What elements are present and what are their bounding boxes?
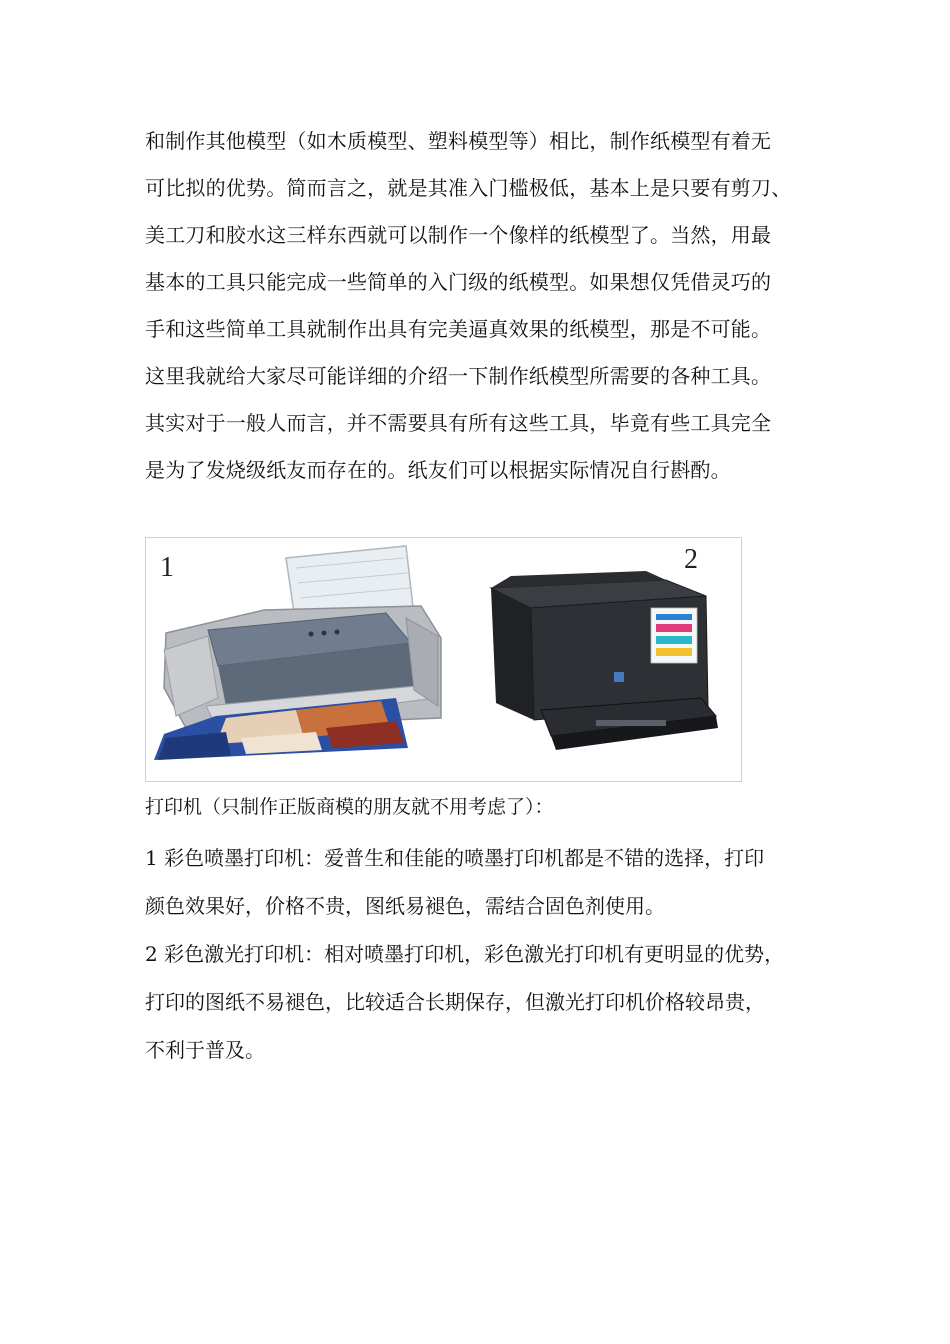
figure-label-2: 2 <box>684 544 698 575</box>
laser-printer-image <box>491 571 718 750</box>
intro-line: 可比拟的优势。简而言之，就是其准入门槛极低，基本上是只要有剪刀、 <box>145 176 792 200</box>
intro-line: 和制作其他模型（如木质模型、塑料模型等）相比，制作纸模型有着无 <box>145 129 772 153</box>
item2-line: 打印的图纸不易褪色，比较适合长期保存，但激光打印机价格较昂贵， <box>145 990 765 1014</box>
item1-line: 颜色效果好，价格不贵，图纸易褪色，需结合固色剂使用。 <box>145 894 665 918</box>
intro-line: 基本的工具只能完成一些简单的入门级的纸模型。如果想仅凭借灵巧的 <box>145 270 772 294</box>
item2-line: 2 彩色激光打印机：相对喷墨打印机，彩色激光打印机有更明显的优势， <box>145 942 785 966</box>
intro-paragraph <box>145 118 810 494</box>
intro-line: 是为了发烧级纸友而存在的。纸友们可以根据实际情况自行斟酌。 <box>145 458 731 482</box>
printers-figure <box>145 537 742 782</box>
intro-line: 这里我就给大家尽可能详细的介绍一下制作纸模型所需要的各种工具。 <box>145 364 772 388</box>
item2-line: 不利于普及。 <box>145 1038 265 1062</box>
intro-line: 美工刀和胶水这三样东西就可以制作一个像样的纸模型了。当然，用最 <box>145 223 772 247</box>
printer-descriptions <box>145 834 810 1074</box>
item1-line: 1 彩色喷墨打印机：爱普生和佳能的喷墨打印机都是不错的选择，打印 <box>145 846 765 870</box>
figure-label-1: 1 <box>160 552 174 583</box>
printers-illustration <box>146 538 743 783</box>
inkjet-printer-image <box>154 546 441 760</box>
intro-line: 其实对于一般人而言，并不需要具有所有这些工具，毕竟有些工具完全 <box>145 411 772 435</box>
intro-line: 手和这些简单工具就制作出具有完美逼真效果的纸模型，那是不可能。 <box>145 317 772 341</box>
figure-caption: 打印机（只制作正版商模的朋友就不用考虑了）： <box>145 796 554 818</box>
